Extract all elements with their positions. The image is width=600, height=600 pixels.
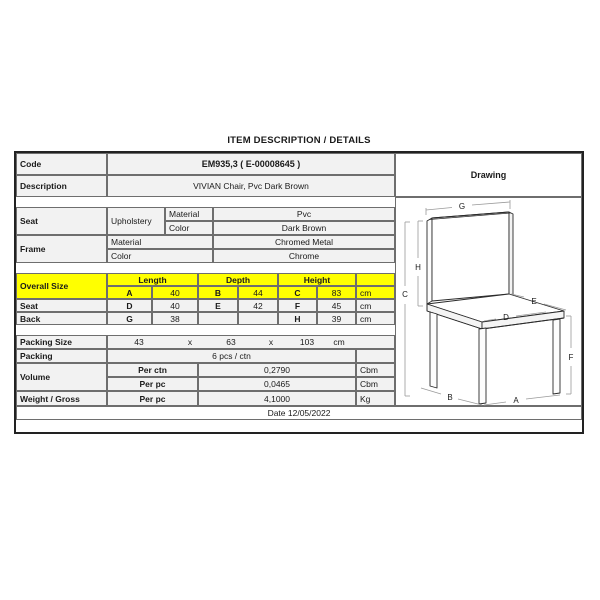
row-label-description: Description — [16, 175, 107, 197]
dim-row-1-label: Seat — [16, 299, 107, 312]
volume-per-pc-label: Per pc — [107, 377, 198, 391]
dimension-label-G: G — [458, 202, 466, 211]
weight-per-label: Per pc — [107, 391, 198, 406]
row-label-frame-material: Frame — [16, 235, 107, 263]
separator-gap-1 — [16, 197, 395, 207]
dimensions-header-height: Height — [278, 273, 356, 286]
weight-unit: Kg — [356, 391, 395, 406]
volume-per-pc-value: 0,0465 — [198, 377, 356, 391]
volume-per-ctn-unit: Cbm — [356, 363, 395, 377]
dim-row-2-depth-key — [198, 312, 238, 325]
packing-size-label: Packing Size — [16, 335, 107, 349]
packing-size-x1: x — [187, 337, 193, 347]
volume-per-pc-unit: Cbm — [356, 377, 395, 391]
dim-row-2-height-val: 39 — [317, 312, 356, 325]
dim-row-1-depth-val: 42 — [238, 299, 278, 312]
separator-gap-3 — [16, 325, 395, 335]
row-value-description: VIVIAN Chair, Pvc Dark Brown — [107, 175, 395, 197]
seat-color-value: Dark Brown — [213, 221, 395, 235]
dim-row-2-length-key: G — [107, 312, 152, 325]
date-bar: Date 12/05/2022 — [16, 406, 582, 420]
packing-size-width: 43 — [134, 337, 144, 347]
dimension-label-C: C — [402, 290, 408, 299]
dimensions-header-unit-blank — [356, 273, 395, 286]
dim-row-1-unit: cm — [356, 299, 395, 312]
dim-row-0-length-key: A — [107, 286, 152, 299]
packing-size-depth: 63 — [226, 337, 236, 347]
packing-size-height: 103 — [299, 337, 315, 347]
seat-upholstery-label: Upholstery — [107, 207, 165, 235]
dimension-label-E: E — [531, 297, 537, 306]
frame-color-value: Chrome — [213, 249, 395, 263]
packing-size-unit: cm — [333, 337, 345, 347]
dim-row-0-length-val: 40 — [152, 286, 198, 299]
chair-technical-drawing — [396, 198, 583, 407]
separator-gap-2 — [16, 263, 395, 273]
frame-material-label: Material — [107, 235, 213, 249]
dim-row-2-depth-val — [238, 312, 278, 325]
dimensions-header-length: Length — [107, 273, 198, 286]
dimensions-header-depth: Depth — [198, 273, 278, 286]
packing-unit-blank — [356, 349, 395, 363]
dim-row-2-height-key: H — [278, 312, 317, 325]
row-label-seat-material: Seat — [16, 207, 107, 235]
packing-size-x2: x — [268, 337, 274, 347]
dim-row-1-height-key: F — [278, 299, 317, 312]
dimension-label-F: F — [568, 353, 574, 362]
dim-row-1-depth-key: E — [198, 299, 238, 312]
row-label-code: Code — [16, 153, 107, 175]
frame-material-value: Chromed Metal — [213, 235, 395, 249]
dimension-label-H: H — [415, 263, 421, 272]
volume-per-ctn-value: 0,2790 — [198, 363, 356, 377]
dim-row-0-depth-key: B — [198, 286, 238, 299]
drawing-panel — [395, 197, 582, 406]
dim-row-0-unit: cm — [356, 286, 395, 299]
dim-row-0-height-key: C — [278, 286, 317, 299]
drawing-header: Drawing — [395, 153, 582, 197]
weight-value: 4,1000 — [198, 391, 356, 406]
dim-row-2-unit: cm — [356, 312, 395, 325]
dim-row-2-length-val: 38 — [152, 312, 198, 325]
seat-material-label: Material — [165, 207, 213, 221]
dim-row-0-height-val: 83 — [317, 286, 356, 299]
dim-row-2-label: Back — [16, 312, 107, 325]
seat-material-value: Pvc — [213, 207, 395, 221]
packing-size-row — [107, 335, 395, 349]
dimension-label-D: D — [503, 313, 509, 322]
volume-per-ctn-label: Per ctn — [107, 363, 198, 377]
frame-color-label: Color — [107, 249, 213, 263]
volume-label: Volume — [16, 363, 107, 391]
row-value-code: EM935,3 ( E-00008645 ) — [107, 153, 395, 175]
packing-value: 6 pcs / ctn — [107, 349, 356, 363]
dim-row-1-height-val: 45 — [317, 299, 356, 312]
dimension-label-A: A — [513, 396, 519, 405]
page-title: ITEM DESCRIPTION / DETAILS — [227, 135, 371, 146]
dim-row-0-depth-val: 44 — [238, 286, 278, 299]
packing-label: Packing — [16, 349, 107, 363]
weight-label: Weight / Gross — [16, 391, 107, 406]
dimension-label-B: B — [447, 393, 453, 402]
spec-sheet — [14, 151, 584, 434]
dim-row-1-length-key: D — [107, 299, 152, 312]
dimensions-row-label: Overall Size — [16, 273, 107, 299]
seat-color-label: Color — [165, 221, 213, 235]
dim-row-1-length-val: 40 — [152, 299, 198, 312]
